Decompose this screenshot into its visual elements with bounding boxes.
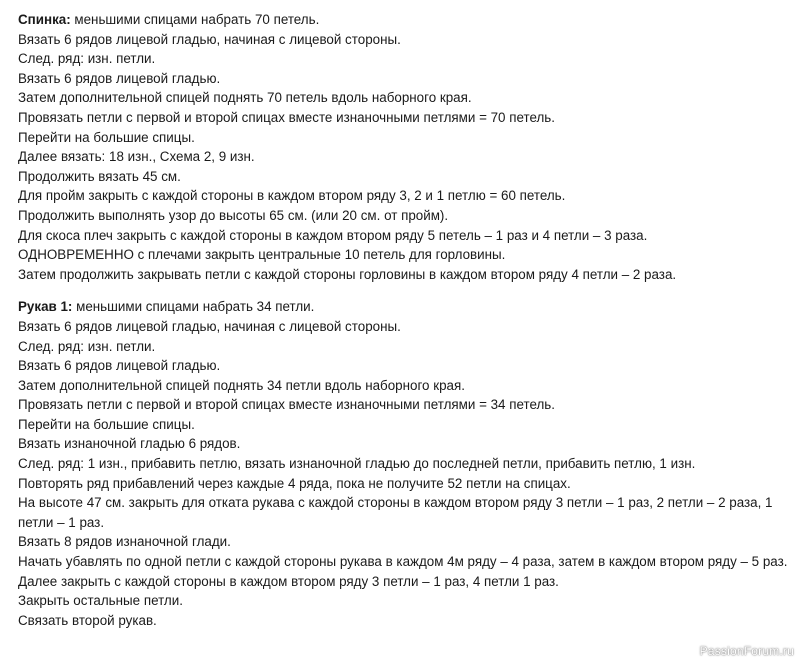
section-sleeve	[18, 297, 788, 630]
text-line: Перейти на большие спицы.	[18, 416, 195, 432]
text-line: Затем дополнительной спицей поднять 70 петель вдоль наборного края.	[18, 90, 472, 106]
section-back-lead	[18, 10, 788, 30]
text-line: Далее закрыть с каждой стороны в каждом втором ряду 3 петли – 1 раз, 4 петли 1 раз.	[18, 573, 559, 589]
text-line: Начать убавлять по одной петли с каждой стороны рукава в каждом 4м ряду – 4 раза, затем в каждом втором ряду – 5 раз.	[18, 554, 788, 570]
text-line: Далее вязать: 18 изн., Схема 2, 9 изн.	[18, 149, 255, 165]
text-line: Затем дополнительной спицей поднять 34 петли вдоль наборного края.	[18, 377, 465, 393]
section-sleeve-lines	[18, 317, 788, 631]
text-line: Повторять ряд прибавлений через каждые 4 ряда, пока не получите 52 петли на спицах.	[18, 475, 571, 491]
text-line: Вязать 6 рядов лицевой гладью, начиная с лицевой стороны.	[18, 31, 401, 47]
text-line: Вязать 8 рядов изнаночной глади.	[18, 534, 231, 550]
section-back	[18, 10, 788, 284]
text-line: Вязать изнаночной гладью 6 рядов.	[18, 436, 241, 452]
text-line: Связать второй рукав.	[18, 612, 157, 628]
document-body	[18, 10, 788, 630]
section-sleeve-title: Рукав 1:	[18, 299, 73, 315]
text-line: След. ряд: 1 изн., прибавить петлю, вязать изнаночной гладью до последней петли, прибавить петлю, 1 изн.	[18, 456, 696, 472]
text-line: Перейти на большие спицы.	[18, 129, 195, 145]
text-line: Вязать 6 рядов лицевой гладью.	[18, 358, 221, 374]
section-back-title: Спинка:	[18, 12, 71, 27]
text-line: След. ряд: изн. петли.	[18, 51, 156, 67]
section-back-lines	[18, 30, 788, 285]
text-line: Вязать 6 рядов лицевой гладью.	[18, 70, 221, 86]
text-line: Для пройм закрыть с каждой стороны в каждом втором ряду 3, 2 и 1 петлю = 60 петель.	[18, 188, 566, 204]
section-sleeve-lead-text: меньшими спицами набрать 34 петли.	[72, 299, 315, 315]
text-line: Продолжить выполнять узор до высоты 65 см. (или 20 см. от пройм).	[18, 207, 449, 223]
text-line: Для скоса плеч закрыть с каждой стороны в каждом втором ряду 5 петель – 1 раз и 4 петли – 3 раза.	[18, 227, 648, 243]
text-line: ОДНОВРЕМЕННО с плечами закрыть центральные 10 петель для горловины.	[18, 247, 506, 263]
text-line: Провязать петли с первой и второй спицах вместе изнаночными петлями = 70 петель.	[18, 109, 555, 125]
text-line: Затем продолжить закрывать петли с каждой стороны горловины в каждом втором ряду 4 петли – 2 раза.	[18, 266, 677, 282]
section-sleeve-lead	[18, 297, 788, 317]
watermark: PassionForum.ru	[699, 644, 794, 658]
text-line: На высоте 47 см. закрыть для отката рукава с каждой стороны в каждом втором ряду 3 петли – 1 раз, 2 петли – 2 раза, 1 петли – 1 раз.	[18, 495, 773, 530]
text-line: Вязать 6 рядов лицевой гладью, начиная с лицевой стороны.	[18, 318, 401, 334]
text-line: Закрыть остальные петли.	[18, 593, 183, 609]
text-line: След. ряд: изн. петли.	[18, 338, 156, 354]
text-line: Продолжить вязать 45 см.	[18, 168, 181, 184]
text-line: Провязать петли с первой и второй спицах вместе изнаночными петлями = 34 петель.	[18, 397, 555, 413]
section-back-lead-text: меньшими спицами набрать 70 петель.	[70, 12, 320, 27]
